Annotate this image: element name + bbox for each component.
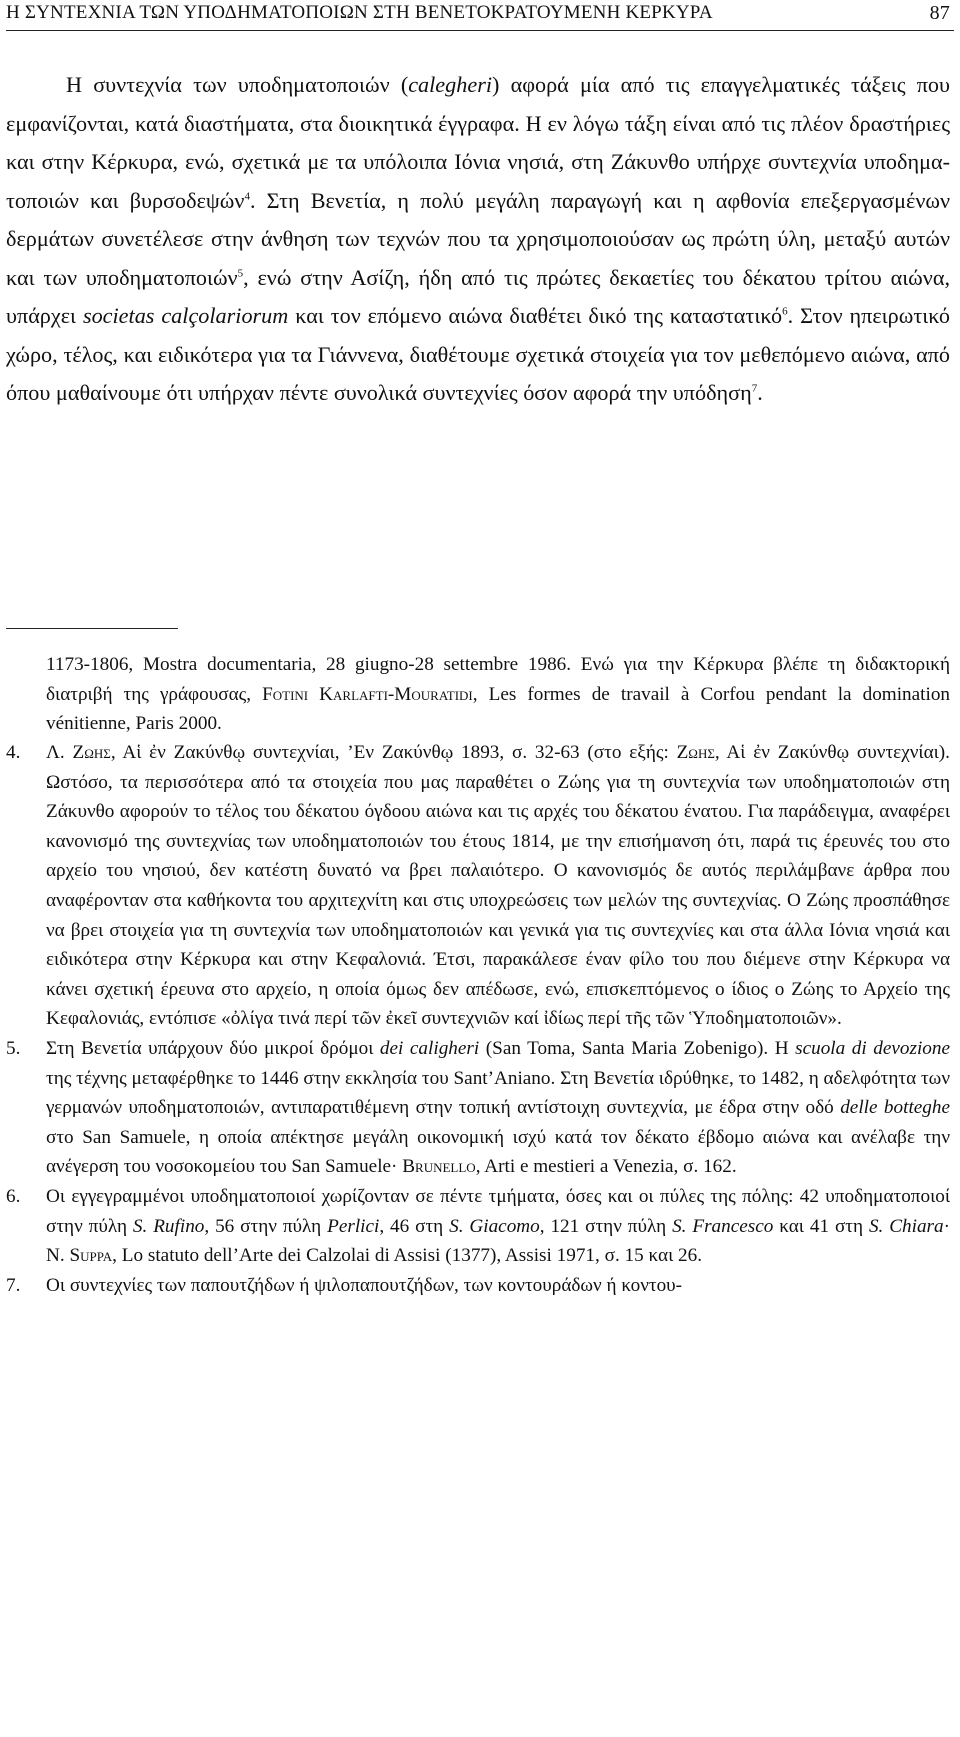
body-text: Η συντεχνία των υποδηματοποιών ( (66, 72, 409, 97)
footnote-text: , Arti e mestieri a Venezia, σ. 162. (475, 1156, 737, 1178)
footnote-text: , 121 στην πύλη (539, 1215, 673, 1237)
footnote-text: της τέχνης μεταφέρθηκε το 1446 στην εκκλησία του Sant’Aniano. Στη Βενετία ιδρύθηκε, το 1482, η αδελφότητα των γερμανών υποδηματοποιών, αντιπαρατιθέμενη στην τοπική αντίστοιχη συντεχνία, με έδρα στην οδό (46, 1067, 950, 1119)
footnote-text: Στη Βενετία υπάρχουν δύο μικροί δρόμοι (46, 1037, 380, 1059)
body-paragraph (6, 66, 950, 413)
footnote-author: Suppa (69, 1245, 113, 1267)
footnote-author: Fotini Karlafti-Mouratidi (262, 683, 473, 705)
footnote-5 (6, 1034, 950, 1182)
footnote-continuation (46, 650, 950, 739)
body-text: ) αφορά μία από τις επαγγελματικές τάξεις που εμφανίζονται, κατά διαστήματα, στα διοικητικά έγγραφα. Η εν λόγω τάξη είναι από τις πλέον δραστήριες και στην Κέρκυρα, ενώ, σχετικά με τα υπόλοιπα Ιόνια νησιά, στη Ζάκυνθο υπήρχε συντεχνία υποδηματοποιών και βυρσοδεψών (6, 72, 950, 213)
footnote-number: 7. (6, 1274, 21, 1296)
footnote-list (6, 738, 950, 1300)
footnote-text: στο San Samuele, η οποία απέκτησε μεγάλη οικονομική ισχύ κατά τον δέκατο έβδομο αιώνα και ανέλαβε την ανέγερση του νοσοκομείου του San Samuele· (46, 1126, 950, 1178)
footnote-text: 1173-1806, Mostra documentaria, 28 giugno-28 settembre 1986. Ενώ για την Κέρκυρα βλέπε τη διδακτορική διατριβή της γράφουσας, (46, 654, 950, 705)
footnote-ref-4[interactable]: 4 (244, 190, 250, 203)
footnote-text: , Les formes de travail à Corfou pendant la domination vénitienne, Paris 2000. (46, 683, 951, 735)
body-italic: calegheri (408, 72, 492, 97)
running-head (6, 2, 950, 28)
footnote-text: Οι εγγεγραμμένοι υποδηματοποιοί χωρίζονταν σε πέντε τμήματα, όσες και οι πύλες της πόλης: 42 υποδηματοποιοί στην πύλη (46, 1185, 950, 1237)
footnote-4 (6, 738, 950, 1034)
footnote-6 (6, 1182, 950, 1271)
footnote-text: , Αἱ ἐν Ζακύνθῳ συντεχνίαι). Ωστόσο, τα περισσότερα από τα στοιχεία που μας παραθέτει ο Ζώης για τη συντεχνία των υποδηματοποιών στη Ζάκυνθο αφορούν το τέλος του δέκατου όγδοου αιώνα και τις αρχές του δέκατου ένατου. Για παράδειγμα, αναφέρει κανονισμό της συντεχνίας των υποδηματοποιών του έτους 1814, με την επισήμανση ότι, παρά τις έρευνές του στο αρχείο του νησιού, δεν κατέστη δυνατό να βρει παλαιότερο. Ο κανονισμός δε αυτός περιλάμβανε άρθρα που αναφέρονταν στα καθήκοντα του αρχιτεχνίτη και στις υποχρεώσεις των μελών της συντεχνίας. Ο Ζώης προσπάθησε να βρει στοιχεία για τη συντεχνία των υποδηματοποιών και γενικά για τις συντεχνίες και στα άλλα Ιόνια νησιά και ειδικότερα στην Κέρκυρα και στην Κεφαλονιά. Έτσι, παρακάλεσε έναν φίλο του που διέμενε στην Κέρκυρα να κάνει σχετική έρευνα στο αρχείο, η οποία όμως δεν απέδωσε, ενώ, επισκεπτόμενος ο ίδιος ο Ζώης το Αρχείο της Κεφαλονιάς, εντόπισε «ὀλίγα τινά περί τῶν ἐκεῖ συντεχνιῶν καί ἰδίως περί τῆς τῶν Ὑποδηματοποιῶν». (46, 742, 950, 1030)
footnote-italic: S. Giacomo (449, 1215, 540, 1237)
footnote-author: Brunello (402, 1156, 476, 1178)
footnote-text: , Lo statuto dell’Arte dei Calzolai di Assisi (1377), Assisi 1971, σ. 15 και 26. (112, 1245, 703, 1267)
footnote-author: Ζωης (676, 742, 715, 763)
footnote-italic: S. Rufino (132, 1215, 205, 1237)
body-text: . (757, 380, 763, 405)
footnote-text: · N. (46, 1215, 950, 1267)
footnote-ref-5[interactable]: 5 (237, 267, 244, 280)
footnote-text: , Αἱ ἐν Ζακύνθῳ συντεχνίαι, ’Εν Ζακύνθῳ 1893, σ. 32-63 (στο εξής: (110, 742, 677, 763)
footnote-italic: delle botteghe (840, 1097, 950, 1119)
footnote-author: Ζωης (72, 742, 111, 763)
footnote-number: 6. (6, 1185, 21, 1207)
header-rule (6, 30, 954, 31)
footnote-italic: S. Francesco (672, 1215, 774, 1237)
footnote-italic: scuola di devozione (795, 1037, 950, 1059)
footnote-7 (6, 1271, 950, 1301)
footnote-italic: Perlici (327, 1215, 380, 1237)
footnote-text: και 41 στη (773, 1215, 869, 1237)
footnote-italic: S. Chiara (868, 1215, 944, 1237)
footnote-italic: dei caligheri (379, 1037, 480, 1059)
footnote-rule (6, 628, 178, 629)
footnote-text: Λ. (46, 742, 73, 763)
footnote-ref-7[interactable]: 7 (751, 382, 758, 395)
body-text: . Στη Βενετία, η πολύ μεγάλη παραγωγή και η αφθονία επεξεργασμένων δερμάτων συνετέλεσε στην άνθηση των τεχνών που τα χρησιμοποιούσαν ως πρώτη ύλη, μεταξύ αυτών και των υποδηματοποιών (6, 187, 950, 290)
footnote-text: , 46 στη (379, 1215, 450, 1237)
footnote-text: Οι συντεχνίες των παπουτζήδων ή ψιλοπαπουτζήδων, των κοντουράδων ή κοντου- (46, 1274, 683, 1296)
footnote-ref-6[interactable]: 6 (782, 305, 788, 318)
page-number: 87 (929, 2, 950, 24)
footnote-number: 4. (6, 742, 21, 763)
body-text: . Στον ηπειρωτικό χώρο, τέλος, και ειδικότερα για τα Γιάννενα, διαθέτουμε σχετικά στοιχεία για τον μεθεπόμενο αιώνα, από όπου μαθαίνουμε ότι υπήρχαν πέντε συνολικά συντεχνίες όσον αφορά την υπόδηση (6, 303, 950, 405)
body-italic: societas calçolariorum (82, 303, 289, 328)
footnote-text: (San Toma, Santa Maria Zobenigo). Η (479, 1037, 796, 1059)
footnote-text: , 56 στην πύλη (204, 1215, 328, 1237)
body-text: , ενώ στην Ασίζη, ήδη από τις πρώτες δεκαετίες του δέκατου τρίτου αιώνα, υπάρχει (6, 264, 950, 328)
running-title: Η ΣΥΝΤΕΧΝΙΑ ΤΩΝ ΥΠΟΔΗΜΑΤΟΠΟΙΩΝ ΣΤΗ ΒΕΝΕΤΟΚΡΑΤΟΥΜΕΝΗ ΚΕΡΚΥΡΑ (6, 2, 713, 23)
body-text: και τον επόμενο αιώνα διαθέτει δικό της καταστατικό (288, 303, 783, 328)
footnote-number: 5. (6, 1037, 21, 1059)
